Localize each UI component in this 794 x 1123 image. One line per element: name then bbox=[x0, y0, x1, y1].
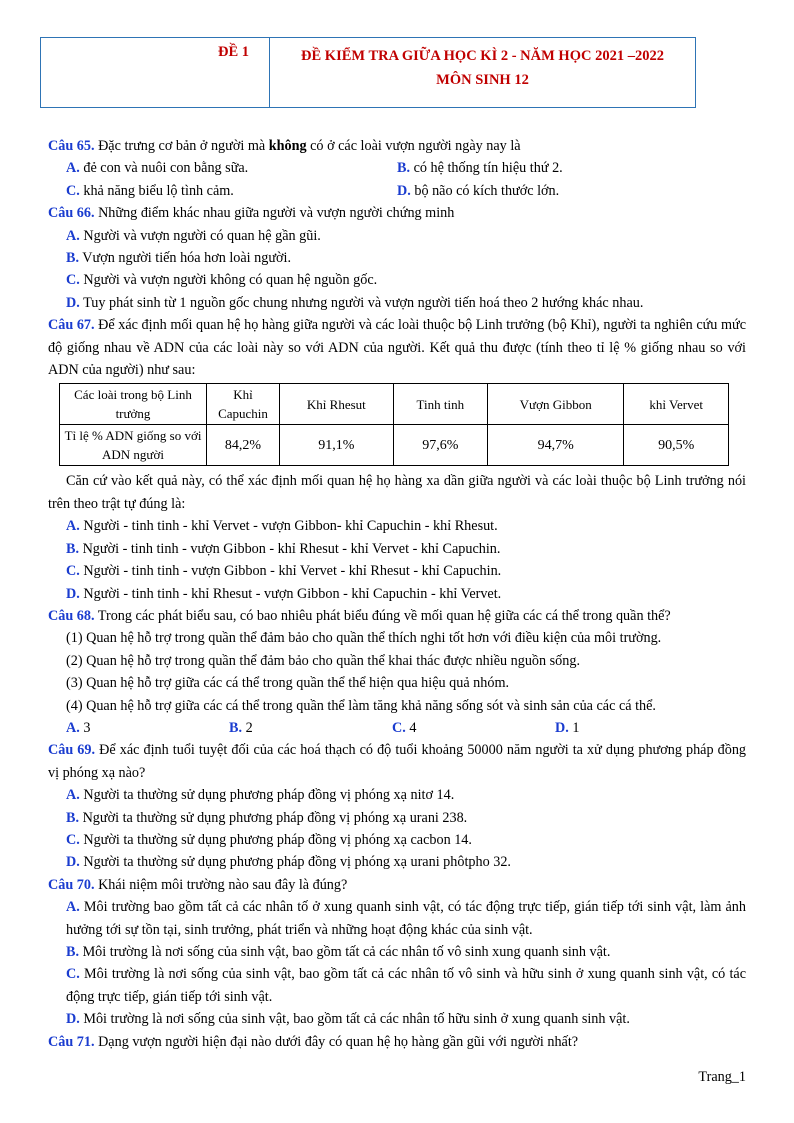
question-65: Câu 65. Đặc trưng cơ bản ở người mà không có ở các loài vượn người ngày nay là bbox=[48, 138, 521, 154]
q68-option-b[interactable]: B. 2 bbox=[229, 719, 253, 736]
exam-code: ĐỀ 1 bbox=[41, 38, 270, 107]
question-67: Câu 67. Để xác định mối quan hệ họ hàng giữa người và các loài thuộc bộ Linh trưởng (bộ Khỉ), người ta nghiên cứu mức độ giống nhau về ADN của các loài này so với ADN của người. Kết quả thu được (tính theo tỉ lệ % giống nhau so với ADN của người) như sau: bbox=[48, 317, 747, 379]
q68-statement-1: (1) Quan hệ hỗ trợ trong quần thể đảm bảo cho quần thể thích nghi tốt hơn với điều kiện của môi trường. bbox=[66, 630, 662, 647]
q68-options-row bbox=[48, 717, 746, 739]
table-cell: 97,6% bbox=[393, 425, 487, 466]
q66-option-c[interactable]: C. Người và vượn người không có quan hệ nguồn gốc. bbox=[66, 272, 378, 289]
q68-statement-4: (4) Quan hệ hỗ trợ giữa các cá thể trong quần thể làm tăng khả năng sống sót và sinh sản của các cá thể. bbox=[66, 697, 656, 714]
question-68: Câu 68. Trong các phát biểu sau, có bao nhiêu phát biểu đúng về mối quan hệ giữa các cá thể trong quần thể? bbox=[48, 607, 671, 624]
q65-option-c[interactable]: C. khả năng biểu lộ tình cảm. bbox=[66, 182, 234, 199]
table-cell: Vượn Gibbon bbox=[487, 384, 623, 425]
table-row bbox=[60, 425, 729, 466]
q65-options-row-2 bbox=[48, 180, 746, 202]
q66-option-a[interactable]: A. Người và vượn người có quan hệ gần gũi. bbox=[66, 227, 321, 244]
exam-title: ĐỀ KIỂM TRA GIỮA HỌC KÌ 2 - NĂM HỌC 2021 –2022 bbox=[301, 48, 664, 64]
q65-option-d[interactable]: D. bộ não có kích thước lớn. bbox=[397, 182, 560, 199]
q70-option-b[interactable]: B. Môi trường là nơi sống của sinh vật, bao gồm tất cả các nhân tố vô sinh xung quanh sinh vật. bbox=[66, 944, 611, 960]
table-cell: Khỉ Capuchin bbox=[207, 384, 280, 425]
q67-option-b[interactable]: B. Người - tinh tinh - vượn Gibbon - khỉ Rhesut - khỉ Vervet - khỉ Capuchin. bbox=[66, 540, 501, 557]
q68-statement-2: (2) Quan hệ hỗ trợ trong quần thể đảm bảo cho quần thể khai thác được nhiều nguồn sống. bbox=[66, 652, 581, 669]
q67-follow-text: Căn cứ vào kết quả này, có thể xác định mối quan hệ họ hàng xa dần giữa người và các loài thuộc bộ Linh trưởng nói trên theo trật tự đúng là: bbox=[48, 473, 746, 512]
q69-option-b[interactable]: B. Người ta thường sử dụng phương pháp đồng vị phóng xạ urani 238. bbox=[66, 809, 468, 826]
q66-option-d[interactable]: D. Tuy phát sinh từ 1 nguồn gốc chung nhưng người và vượn người tiến hoá theo 2 hướng khác nhau. bbox=[66, 294, 644, 311]
q67-option-c[interactable]: C. Người - tinh tinh - vượn Gibbon - khỉ Vervet - khỉ Rhesut - khỉ Capuchin. bbox=[66, 563, 502, 580]
q65-options-row-1 bbox=[48, 157, 746, 179]
q69-option-d[interactable]: D. Người ta thường sử dụng phương pháp đồng vị phóng xạ urani phôtpho 32. bbox=[66, 854, 511, 871]
q68-option-d[interactable]: D. 1 bbox=[555, 719, 580, 736]
q66-option-b[interactable]: B. Vượn người tiến hóa hơn loài người. bbox=[66, 250, 292, 267]
table-cell: 90,5% bbox=[624, 425, 729, 466]
question-69: Câu 69. Để xác định tuổi tuyệt đối của các hoá thạch có độ tuổi khoảng 50000 năm người ta xử dụng phương pháp đồng vị phóng xạ nào? bbox=[48, 742, 747, 781]
q70-option-a[interactable]: A. Môi trường bao gồm tất cả các nhân tố ở xung quanh sinh vật, có tác động trực tiếp, gián tiếp tới sinh vật, làm ảnh hưởng tới sự tồn tại, sinh trưởng, phát triển và những hoạt động khác của sinh vật. bbox=[66, 899, 746, 938]
table-row bbox=[60, 384, 729, 425]
q65-option-a[interactable]: A. đẻ con và nuôi con bằng sữa. bbox=[66, 160, 249, 177]
exam-subject: MÔN SINH 12 bbox=[436, 72, 529, 88]
q67-option-a[interactable]: A. Người - tinh tinh - khỉ Vervet - vượn Gibbon- khỉ Capuchin - khỉ Rhesut. bbox=[66, 518, 498, 535]
exam-content bbox=[48, 135, 746, 1053]
exam-header-box bbox=[40, 37, 696, 108]
q68-statement-3: (3) Quan hệ hỗ trợ giữa các cá thể trong quần thể thể hiện qua hiệu quả nhóm. bbox=[66, 675, 510, 692]
q65-option-b[interactable]: B. có hệ thống tín hiệu thứ 2. bbox=[397, 160, 563, 177]
table-cell: 94,7% bbox=[487, 425, 623, 466]
table-row-header: Các loài trong bộ Linh trưởng bbox=[60, 384, 207, 425]
table-cell: Khỉ Rhesut bbox=[280, 384, 394, 425]
table-row-header: Tỉ lệ % ADN giống so với ADN người bbox=[60, 425, 207, 466]
q67-option-d[interactable]: D. Người - tinh tinh - khỉ Rhesut - vượn Gibbon - khỉ Capuchin - khỉ Vervet. bbox=[66, 585, 502, 602]
table-cell: Tinh tinh bbox=[393, 384, 487, 425]
table-cell: khỉ Vervet bbox=[624, 384, 729, 425]
question-70: Câu 70. Khái niệm môi trường nào sau đây là đúng? bbox=[48, 876, 348, 893]
q68-option-c[interactable]: C. 4 bbox=[392, 719, 417, 736]
q68-option-a[interactable]: A. 3 bbox=[66, 719, 91, 736]
question-66: Câu 66. Những điểm khác nhau giữa người và vượn người chứng minh bbox=[48, 205, 455, 222]
question-71: Câu 71. Dạng vượn người hiện đại nào dưới đây có quan hệ họ hàng gần gũi với người nhất? bbox=[48, 1033, 579, 1050]
page-number: Trang_1 bbox=[698, 1069, 746, 1085]
exam-title-block bbox=[270, 38, 695, 107]
table-cell: 84,2% bbox=[207, 425, 280, 466]
q69-option-c[interactable]: C. Người ta thường sử dụng phương pháp đồng vị phóng xạ cacbon 14. bbox=[66, 831, 472, 848]
q69-option-a[interactable]: A. Người ta thường sử dụng phương pháp đồng vị phóng xạ nitơ 14. bbox=[66, 787, 455, 804]
dna-similarity-table bbox=[59, 383, 729, 466]
q70-option-c[interactable]: C. Môi trường là nơi sống của sinh vật, bao gồm tất cả các nhân tố vô sinh và hữu sinh ở xung quanh sinh vật, có tác động trực tiếp, gián tiếp tới sinh vật. bbox=[66, 966, 746, 1005]
table-cell: 91,1% bbox=[280, 425, 394, 466]
q70-option-d[interactable]: D. Môi trường là nơi sống của sinh vật, bao gồm tất cả các nhân tố hữu sinh ở xung quanh sinh vật. bbox=[66, 1011, 630, 1028]
